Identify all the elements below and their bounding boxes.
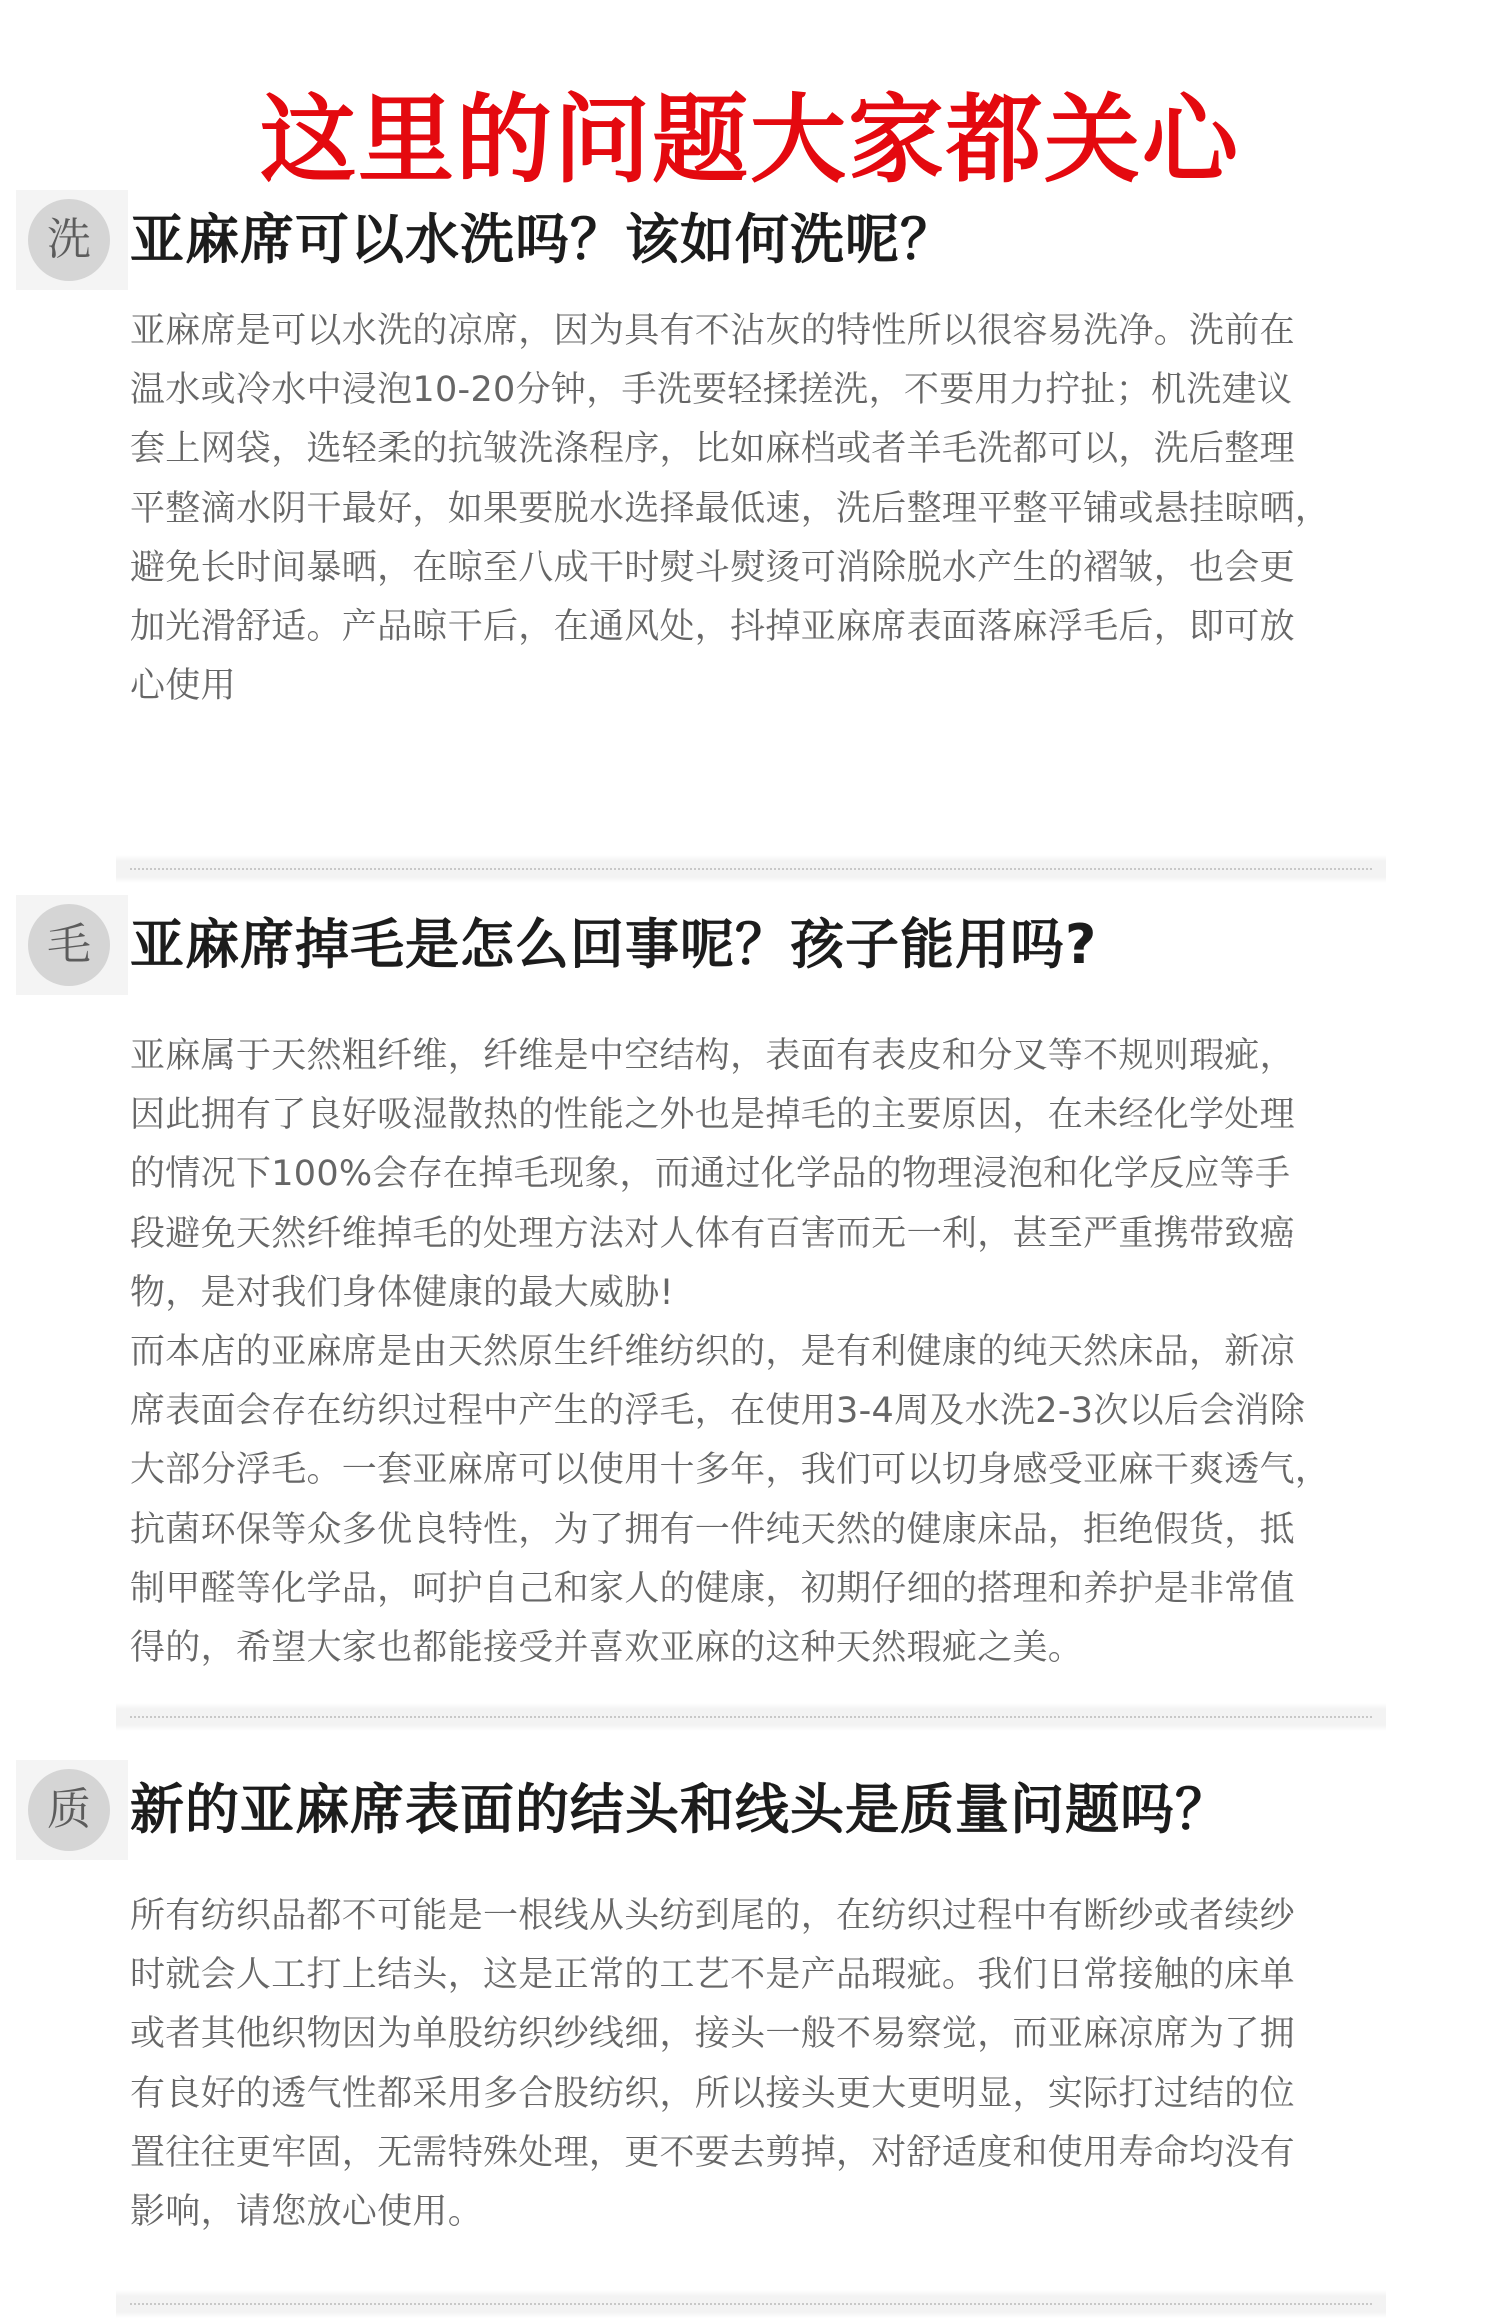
answer-line: 所有纺织品都不可能是一根线从头纺到尾的，在纺织过程中有断纱或者续纱 (130, 1896, 1295, 1936)
question-title: 新的亚麻席表面的结头和线头是质量问题吗？ (130, 1778, 1230, 1841)
answer-text (130, 1027, 1400, 1678)
answer-line: 置往往更牢固，无需特殊处理，更不要去剪掉，对舒适度和使用寿命均没有 (130, 2132, 1295, 2173)
answer-line: 或者其他织物因为单股纺织纱线细，接头一般不易察觉，而亚麻凉席为了拥 (130, 2014, 1295, 2055)
question-title: 亚麻席可以水洗吗？该如何洗呢？ (130, 208, 955, 271)
page-title: 这里的问题大家都关心 (260, 83, 1240, 196)
answer-line: 制甲醛等化学品，呵护自己和家人的健康，初期仔细的搭理和养护是非常值 (130, 1568, 1295, 1609)
section-divider (116, 855, 1386, 883)
section-divider (116, 2290, 1386, 2318)
badge (16, 190, 128, 290)
answer-line: 得的，希望大家也都能接受并喜欢亚麻的这种天然瑕疵之美。 (130, 1628, 1084, 1669)
badge (16, 895, 128, 995)
shedding-badge-icon: 毛 (28, 904, 110, 986)
answer-line: 亚麻属于天然粗纤维，纤维是中空结构，表面有表皮和分叉等不规则瑕疵， (130, 1036, 1295, 1076)
question-title: 亚麻席掉毛是怎么回事呢？孩子能用吗? (130, 913, 1098, 976)
badge (16, 1760, 128, 1860)
wash-badge-icon: 洗 (28, 199, 110, 281)
answer-line: 席表面会存在纺织过程中产生的浮毛，在使用3-4周及水洗2-3次以后会消除 (130, 1391, 1306, 1432)
answer-line: 大部分浮毛。一套亚麻席可以使用十多年，我们可以切身感受亚麻干爽透气， (130, 1450, 1331, 1491)
answer-line: 温水或冷水中浸泡10-20分钟，手洗要轻揉搓洗，不要用力拧扯；机洗建议 (130, 370, 1293, 411)
answer-line: 套上网袋，选轻柔的抗皱洗涤程序，比如麻档或者羊毛洗都可以，洗后整理 (130, 429, 1295, 470)
answer-text (130, 302, 1400, 716)
answer-line: 影响，请您放心使用。 (130, 2192, 484, 2233)
answer-line: 避免长时间暴晒，在晾至八成干时熨斗熨烫可消除脱水产生的褶皱，也会更 (130, 547, 1295, 588)
answer-line: 而本店的亚麻席是由天然原生纤维纺织的，是有利健康的纯天然床品，新凉 (130, 1332, 1295, 1373)
answer-line: 时就会人工打上结头，这是正常的工艺不是产品瑕疵。我们日常接触的床单 (130, 1955, 1295, 1996)
answer-line: 平整滴水阴干最好，如果要脱水选择最低速，洗后整理平整平铺或悬挂晾晒， (130, 488, 1331, 529)
answer-line: 心使用 (130, 666, 236, 707)
answer-line: 加光滑舒适。产品晾干后，在通风处，抖掉亚麻席表面落麻浮毛后，即可放 (130, 607, 1295, 648)
answer-line: 亚麻席是可以水洗的凉席，因为具有不沾灰的特性所以很容易洗净。洗前在 (130, 311, 1295, 351)
answer-text (130, 1887, 1400, 2242)
answer-line: 有良好的透气性都采用多合股纺织，所以接头更大更明显，实际打过结的位 (130, 2073, 1295, 2114)
answer-line: 段避免天然纤维掉毛的处理方法对人体有百害而无一利，甚至严重携带致癌 (130, 1213, 1295, 1254)
answer-line: 因此拥有了良好吸湿散热的性能之外也是掉毛的主要原因，在未经化学处理 (130, 1095, 1295, 1136)
answer-line: 物，是对我们身体健康的最大威胁! (130, 1272, 674, 1313)
quality-badge-icon: 质 (28, 1769, 110, 1851)
answer-line: 的情况下100%会存在掉毛现象，而通过化学品的物理浸泡和化学反应等手 (130, 1154, 1291, 1195)
section-divider (116, 1703, 1386, 1731)
answer-line: 抗菌环保等众多优良特性，为了拥有一件纯天然的健康床品，拒绝假货，抵 (130, 1509, 1295, 1550)
